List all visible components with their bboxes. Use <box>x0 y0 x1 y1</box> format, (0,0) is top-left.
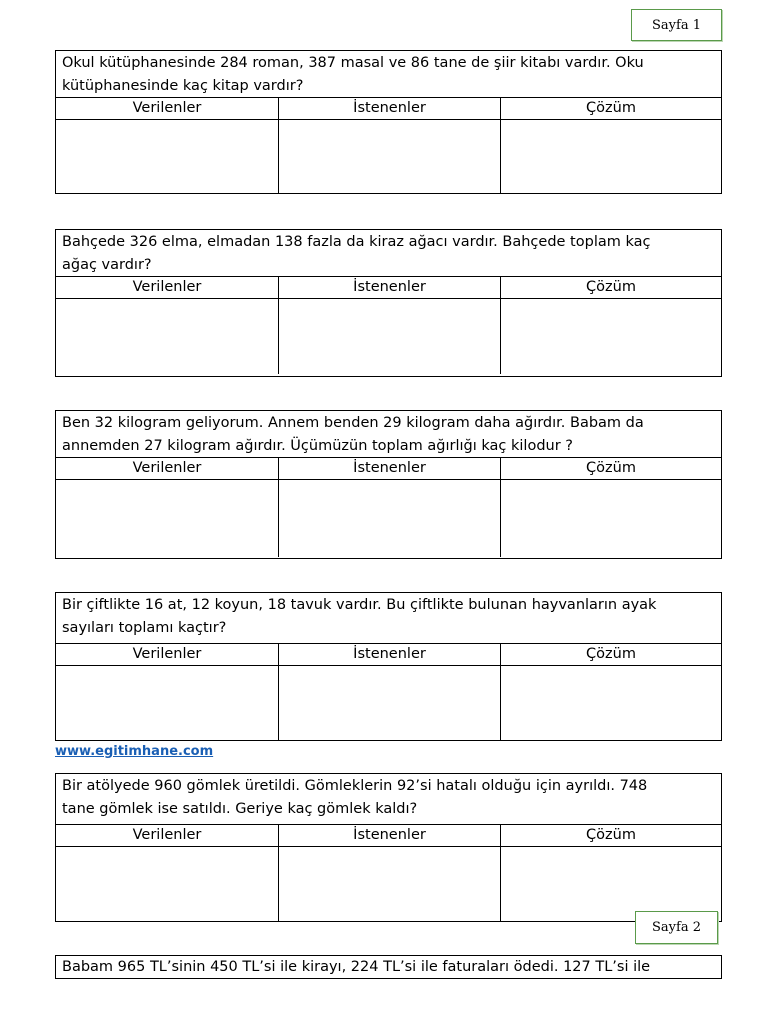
answer-cell-solution <box>501 847 721 921</box>
question-line-2: ağaç vardır? <box>62 257 152 273</box>
answer-cell-asked <box>279 120 501 193</box>
answer-table-header <box>56 458 721 480</box>
problem-box-4 <box>55 592 722 741</box>
column-header-given: Verilenler <box>56 458 279 479</box>
column-header-given: Verilenler <box>56 277 279 298</box>
question-line-1: Bir çiftlikte 16 at, 12 koyun, 18 tavuk vardır. Bu çiftlikte bulunan hayvanların ayak <box>62 597 657 613</box>
answer-table-row <box>56 666 721 740</box>
answer-cell-solution <box>501 480 721 557</box>
problem-question <box>56 230 721 277</box>
website-link[interactable]: www.egitimhane.com <box>55 744 214 759</box>
answer-table-row <box>56 299 721 374</box>
column-header-solution: Çözüm <box>586 646 636 662</box>
question-line-2: kütüphanesinde kaç kitap vardır? <box>62 78 304 94</box>
answer-table-header <box>56 825 721 847</box>
answer-cell-asked <box>279 299 501 374</box>
question-line-1: Ben 32 kilogram geliyorum. Annem benden 29 kilogram daha ağırdır. Babam da <box>62 415 644 431</box>
answer-cell-given <box>56 666 279 740</box>
answer-table-row <box>56 480 721 557</box>
answer-cell-asked <box>279 666 501 740</box>
problem-box-6 <box>55 955 722 979</box>
answer-table-header <box>56 98 721 120</box>
page-number-badge-1: Sayfa 1 <box>631 9 722 41</box>
answer-table-row <box>56 847 721 921</box>
answer-cell-solution <box>501 666 721 740</box>
problem-box-5 <box>55 773 722 922</box>
column-header-solution: Çözüm <box>586 100 636 116</box>
answer-cell-solution <box>501 120 721 193</box>
answer-cell-asked <box>279 847 501 921</box>
problem-box-2 <box>55 229 722 377</box>
answer-cell-given <box>56 480 279 557</box>
problem-question <box>56 51 721 98</box>
problem-question <box>56 774 721 825</box>
answer-table-row <box>56 120 721 193</box>
column-header-asked: İstenenler <box>279 825 501 846</box>
column-header-solution: Çözüm <box>586 279 636 295</box>
problem-question <box>56 593 721 644</box>
answer-cell-given <box>56 847 279 921</box>
answer-cell-solution <box>501 299 721 374</box>
answer-table-header <box>56 277 721 299</box>
question-line-1: Bir atölyede 960 gömlek üretildi. Gömleklerin 92’si hatalı olduğu için ayrıldı. 748 <box>62 778 648 794</box>
question-line-2: annemden 27 kilogram ağırdır. Üçümüzün toplam ağırlığı kaç kilodur ? <box>62 438 573 454</box>
question-line-1: Babam 965 TL’sinin 450 TL’si ile kirayı, 224 TL’si ile faturaları ödedi. 127 TL’si ile <box>62 959 651 975</box>
column-header-asked: İstenenler <box>279 458 501 479</box>
column-header-given: Verilenler <box>56 825 279 846</box>
column-header-asked: İstenenler <box>279 644 501 665</box>
question-line-2: tane gömlek ise satıldı. Geriye kaç gömlek kaldı? <box>62 801 418 817</box>
problem-box-1 <box>55 50 722 194</box>
column-header-given: Verilenler <box>56 644 279 665</box>
question-line-2: sayıları toplamı kaçtır? <box>62 620 227 636</box>
answer-cell-given <box>56 120 279 193</box>
column-header-asked: İstenenler <box>279 98 501 119</box>
question-line-1: Bahçede 326 elma, elmadan 138 fazla da kiraz ağacı vardır. Bahçede toplam kaç <box>62 234 651 250</box>
question-line-1: Okul kütüphanesinde 284 roman, 387 masal ve 86 tane de şiir kitabı vardır. Oku <box>62 55 644 71</box>
column-header-given: Verilenler <box>56 98 279 119</box>
answer-cell-given <box>56 299 279 374</box>
problem-question <box>56 411 721 458</box>
column-header-asked: İstenenler <box>279 277 501 298</box>
answer-table-header <box>56 644 721 666</box>
column-header-solution: Çözüm <box>586 460 636 476</box>
column-header-solution: Çözüm <box>586 827 636 843</box>
problem-box-3 <box>55 410 722 559</box>
page-number-badge-2: Sayfa 2 <box>635 911 718 944</box>
answer-cell-asked <box>279 480 501 557</box>
